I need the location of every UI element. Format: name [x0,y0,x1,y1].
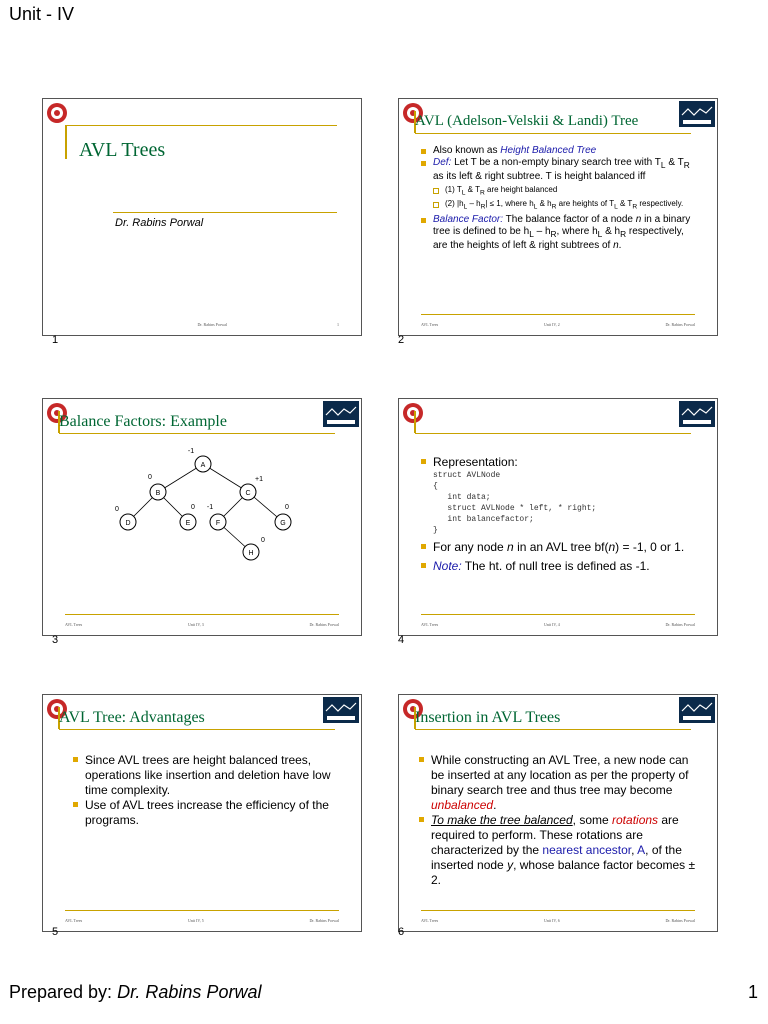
bullet-item: While constructing an AVL Tree, a new node can be inserted at any location as per the property of binary search tree and thus tree may become unbalanced. [417,753,702,813]
footer-right: 1 [337,322,339,327]
title-underline [415,433,691,434]
svg-text:F: F [215,520,221,527]
title-accent-bar [414,411,416,433]
data-structures-badge-icon [679,401,715,427]
footer-center: Unit IV, 3 [187,622,204,627]
svg-text:G: G [280,520,286,527]
footer-right: Dr. Rabins Porwal [665,918,695,923]
sub-bullet-item: (2) $|h_L - h_R| \le 1$, where $h_L$ & $h_R$ are heights of $T_L$ & $T_R$ respectively. [431,199,699,213]
tree-node-b [148,474,166,500]
divider [113,212,337,213]
slide-1[interactable] [42,98,362,336]
footer-line [65,910,339,911]
university-logo-icon [401,401,425,425]
slide-number: 3 [52,634,59,646]
footer-center: Unit IV, 4 [543,622,560,627]
svg-text:-1: -1 [206,504,214,511]
bullet-item: Representation: struct AVLNode { int data; struct AVLNode * left, * right; int balancefactor; } [419,455,704,536]
slide-number: 4 [398,634,405,646]
data-structures-badge-icon [679,101,715,127]
slide-number: 6 [398,926,405,938]
footer-right: Dr. Rabins Porwal [665,322,695,327]
slide-4[interactable] [398,398,718,636]
svg-text:0: 0 [285,504,289,511]
footer-left: AVL Trees [421,322,439,327]
tree-node-c [240,476,263,500]
svg-text:0: 0 [191,504,195,511]
slide-footer [65,622,339,627]
slide-number: 5 [52,926,59,938]
slide-author: Dr. Rabins Porwal [115,217,204,229]
title-underline [59,729,335,730]
footer-right: Dr. Rabins Porwal [309,622,339,627]
footer-line [421,910,695,911]
svg-text:E: E [185,520,191,527]
title-frame-top [65,125,337,126]
bullet-item: Since AVL trees are height balanced trees, operations like insertion and deletion have low time complexity. [71,753,341,798]
slide-title: AVL (Adelson-Velskii & Landi) Tree [415,113,639,129]
prepared-by-label: Prepared by: [9,982,113,1002]
prepared-by-author: Dr. Rabins Porwal [117,982,262,1002]
slide-5[interactable] [42,694,362,932]
footer-left: AVL Trees [65,918,83,923]
footer-center: Unit IV, 2 [543,322,560,327]
tree-node-f [207,504,226,530]
tree-node-a [188,448,211,472]
slide-number: 2 [398,334,405,346]
bullet-item: Def: Let T be a non-empty binary search tree with $T_L$ & $T_R$ as its left & right subtree. T is height balanced iff [419,157,699,183]
footer-line [65,614,339,615]
page-header-title: Unit - IV [9,4,75,24]
bullet-item: Also known as Height Balanced Tree [419,145,699,157]
footer-left: AVL Trees [65,622,83,627]
tree-node-e [180,504,196,530]
slide-footer [421,622,695,627]
slide-number: 1 [52,334,59,346]
footer-center: Unit IV, 5 [187,918,204,923]
slide-title: Balance Factors: Example [59,413,227,430]
data-structures-badge-icon [323,401,359,427]
code-block: struct AVLNode { int data; struct AVLNode * left, * right; int balancefactor; } [433,471,597,535]
footer-left: AVL Trees [421,918,439,923]
bullet-item: For any node n in an AVL tree bf(n) = -1, 0 or 1. [419,540,704,555]
slide-body [419,455,704,574]
svg-text:0: 0 [148,474,152,481]
slide-footer [65,918,339,923]
slide-footer [421,322,695,327]
page-number: 1 [748,982,759,1002]
title-underline [59,433,335,434]
slide-2[interactable] [398,98,718,336]
slide-footer [421,918,695,923]
title-underline [415,133,691,134]
slide-body [417,753,702,888]
footer-line [421,314,695,315]
sub-bullet-item: (1) $T_L$ & $T_R$ are height balanced [431,185,699,199]
slide-body [71,753,341,828]
binary-tree-diagram [103,447,303,567]
university-logo-icon [45,101,69,125]
prepared-by-line [9,982,261,1003]
slide-6[interactable] [398,694,718,932]
tree-node-d [115,506,136,530]
data-structures-badge-icon [679,697,715,723]
svg-text:0: 0 [261,537,265,544]
svg-text:-1: -1 [187,448,195,455]
svg-text:H: H [248,550,254,557]
title-underline [415,729,691,730]
tree-node-g [275,504,291,530]
svg-text:D: D [125,520,131,527]
slide-3[interactable] [42,398,362,636]
svg-text:+1: +1 [255,476,263,483]
footer-center: Unit IV, 6 [543,918,560,923]
footer-left: AVL Trees [421,622,439,627]
svg-text:A: A [200,462,206,469]
slide-title: AVL Tree: Advantages [59,709,205,726]
bullet-item: Use of AVL trees increase the efficiency of the programs. [71,798,341,828]
svg-text:B: B [155,490,161,497]
footer-right: Dr. Rabins Porwal [665,622,695,627]
data-structures-badge-icon [323,697,359,723]
title-frame-left [65,125,67,159]
slide-title: AVL Trees [79,139,166,161]
bullet-item: To make the tree balanced, some rotations are required to perform. These rotations are characterized by the nearest ancestor, A, of the inserted node y, whose balance factor becomes ± 2. [417,813,702,888]
slide-footer [65,322,339,327]
bullet-item: Note: The ht. of null tree is defined as -1. [419,559,704,574]
footer-line [421,614,695,615]
footer-right: Dr. Rabins Porwal [309,918,339,923]
bullet-item: Balance Factor: The balance factor of a node n in a binary tree is defined to be $h_L - h_R$, where $h_L$ & $h_R$ respectively, are the heights of left & right subtrees of n. [419,214,699,252]
svg-text:C: C [245,490,251,497]
tree-node-h [243,537,265,560]
footer-center: Dr. Rabins Porwal [197,322,227,327]
slide-title: Insertion in AVL Trees [415,709,561,726]
svg-text:0: 0 [115,506,119,513]
slide-body [419,145,699,252]
